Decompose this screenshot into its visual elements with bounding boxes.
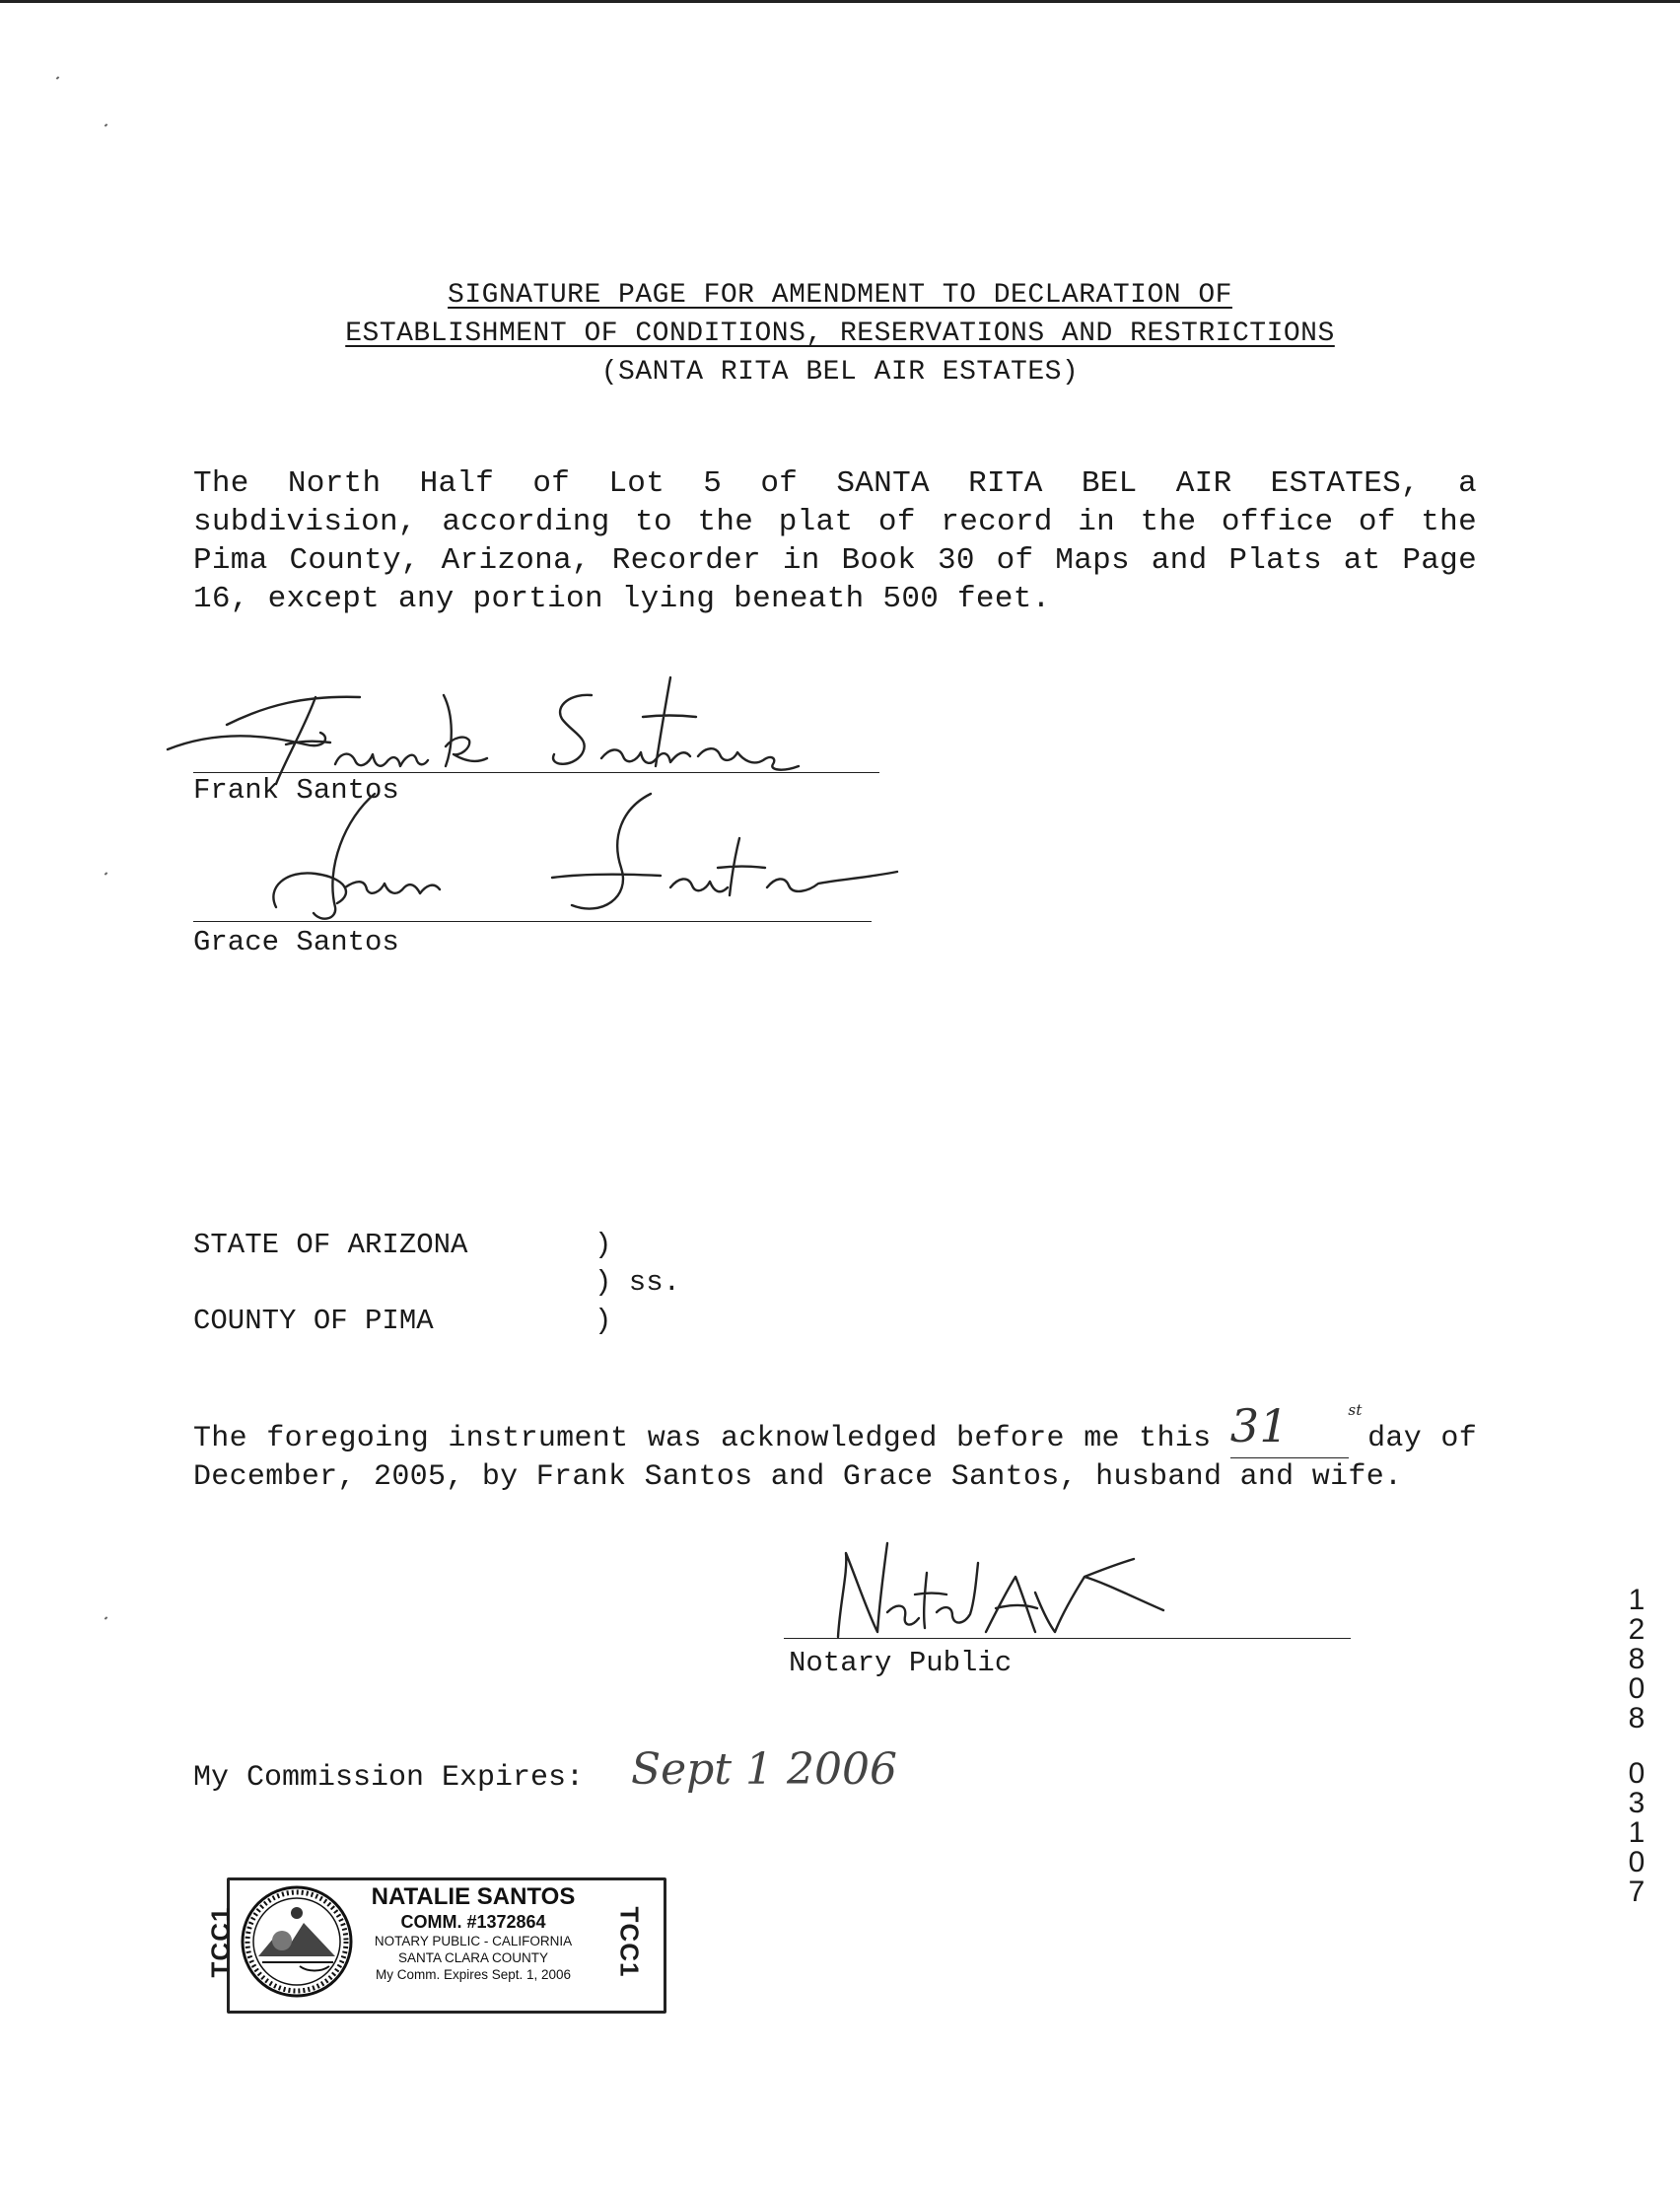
margin-digit: 2 xyxy=(1628,1613,1645,1646)
margin-digit: 1 xyxy=(1628,1584,1645,1616)
stamp-line-2: SANTA CLARA COUNTY xyxy=(397,1950,549,1965)
title-line-2: ESTABLISHMENT OF CONDITIONS, RESERVATIONS AND RESTRICTIONS xyxy=(345,319,1335,349)
stamp-text xyxy=(365,1883,582,1983)
margin-recording-number xyxy=(1617,1586,1656,1907)
document-title xyxy=(0,276,1680,391)
margin-digit: 0 xyxy=(1628,1757,1645,1790)
stamp-side-text-left: TCC1 xyxy=(205,1906,236,1978)
scan-top-edge xyxy=(0,0,1680,3)
commission-expires-label: My Commission Expires: xyxy=(193,1761,585,1795)
signature-grace-santos xyxy=(227,789,917,927)
margin-digit: 1 xyxy=(1628,1816,1645,1849)
signature-notary xyxy=(789,1533,1183,1652)
venue-ss: ) ss. xyxy=(595,1266,681,1299)
stamp-commission-number: COMM. #1372864 xyxy=(400,1912,546,1932)
signature-line-grace xyxy=(193,921,872,922)
signature-line-frank xyxy=(193,772,879,773)
venue-paren: ) xyxy=(595,1305,612,1337)
venue-paren: ) xyxy=(595,1229,612,1261)
margin-gap xyxy=(1617,1734,1656,1759)
stamp-notary-name: NATALIE SANTOS xyxy=(371,1883,576,1910)
stamp-side-text-right: TCC1 xyxy=(614,1906,645,1978)
notary-public-label: Notary Public xyxy=(789,1647,1013,1679)
ack-day-handwritten: 31 xyxy=(1229,1399,1289,1452)
stamp-line-3: My Comm. Expires Sept. 1, 2006 xyxy=(375,1967,572,1982)
commission-expires-handwritten: Sept 1 2006 xyxy=(631,1744,897,1795)
signatory-name-grace: Grace Santos xyxy=(193,926,399,958)
margin-digit: 8 xyxy=(1628,1643,1645,1675)
scan-speck xyxy=(56,76,60,79)
title-line-3: (SANTA RITA BEL AIR ESTATES) xyxy=(600,357,1080,388)
scan-speck xyxy=(105,1616,108,1619)
ack-rest: day of December, 2005, by Frank Santos and Grace Santos, husband and wife. xyxy=(193,1422,1478,1494)
ack-day-blank xyxy=(1229,1399,1363,1458)
acknowledgment-paragraph xyxy=(193,1399,1478,1496)
margin-digit: 0 xyxy=(1628,1672,1645,1705)
signatory-name-frank: Frank Santos xyxy=(193,774,399,807)
scan-speck xyxy=(105,872,108,875)
notary-stamp xyxy=(205,1872,667,2013)
venue-state: STATE OF ARIZONA xyxy=(193,1229,468,1261)
ack-day-suffix: st xyxy=(1348,1401,1363,1419)
legal-description: The North Half of Lot 5 of SANTA RITA BEL AIR ESTATES, a subdivision, according to the plat of record in the office of the Pima County, Arizona, Recorder in Book 30 of Maps and Plats at Page 16, except any portion lying beneath 500 feet. xyxy=(193,466,1477,616)
signature-line-notary xyxy=(784,1638,1351,1639)
venue-county: COUNTY OF PIMA xyxy=(193,1305,434,1337)
stamp-line-1: NOTARY PUBLIC - CALIFORNIA xyxy=(374,1934,573,1948)
margin-digit: 8 xyxy=(1628,1702,1645,1735)
margin-digit: 3 xyxy=(1628,1787,1645,1819)
title-line-1: SIGNATURE PAGE FOR AMENDMENT TO DECLARATION OF xyxy=(448,280,1232,311)
ack-prefix: The foregoing instrument was acknowledged before me this xyxy=(193,1422,1212,1455)
california-seal-icon xyxy=(239,1883,355,2000)
scan-speck xyxy=(105,123,108,126)
margin-digit: 7 xyxy=(1628,1876,1645,1908)
margin-digit: 0 xyxy=(1628,1846,1645,1878)
